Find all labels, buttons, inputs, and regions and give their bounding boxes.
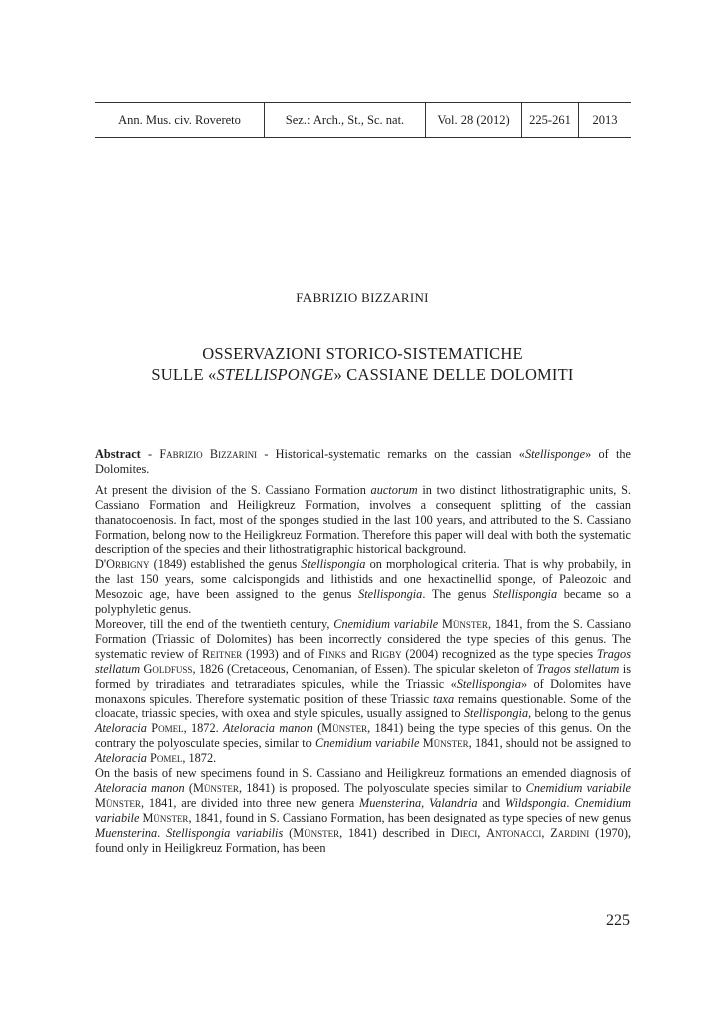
abstract-paragraph-2: D'Orbigny (1849) established the genus Stellispongia on morphological criteria. That is why probabily, in the last 150 years, some calcispongids and lithistids and one hexactinellid sponge, of Paleozoic and Mesozoic age, have been assigned to the genus Stellispongia. The genus Stellispongia became so a polyphyletic genus. [95, 557, 631, 617]
header-volume: Vol. 28 (2012) [426, 103, 522, 137]
abstract-heading: Abstract - Fabrizio Bizzarini - Historical-systematic remarks on the cassian «Stellisponge» of the Dolomites. [95, 447, 631, 476]
abstract-paragraph-4: On the basis of new specimens found in S. Cassiano and Heiligkreuz formations an emended diagnosis of Ateloracia manon (Münster, 1841) is proposed. The polyosculate species similar to Cnemidium variabile Münster, 1841, are divided into three new genera Muensterina, Valandria and Wildspongia. Cnemidium variabile Münster, 1841, found in S. Cassiano Formation, has been designated as type species of new genus Muensterina. Stellispongia variabilis (Münster, 1841) described in Dieci, Antonacci, Zardini (1970), found only in Heiligkreuz Formation, has been [95, 766, 632, 855]
paper-title [0, 343, 725, 385]
abstract-paragraph-3: Moreover, till the end of the twentieth century, Cnemidium variabile Münster, 1841, from the S. Cassiano Formation (Triassic of Dolomites) has been incorrectly considered the type species of this genus. The systematic review of Reitner (1993) and of Finks and Rigby (2004) recognized as the type species Tragos stellatum Goldfuss, 1826 (Cretaceous, Cenomanian, of Essen). The spicular skeleton of Tragos stellatum is formed by triradiates and tetraradiates spicules, while the Triassic «Stellispongia» of Dolomites have monaxons spicules. Therefore systematic position of these Triassic taxa remains questionable. Some of the cloacate, triassic species, with oxea and style spicules, usually assigned to Stellispongia, belong to the genus Ateloracia Pomel, 1872. Ateloracia manon (Münster, 1841) being the type species of this genus. On the contrary the polyosculate species, similar to Cnemidium variabile Münster, 1841, should not be assigned to Ateloracia Pomel, 1872. [95, 616, 632, 766]
header-pages: 225-261 [522, 103, 579, 137]
title-line-1: OSSERVAZIONI STORICO-SISTEMATICHE [202, 344, 523, 363]
journal-header-table [95, 102, 631, 138]
page-number: 225 [606, 912, 630, 929]
header-year: 2013 [592, 112, 618, 127]
abstract [95, 447, 631, 855]
author-name: FABRIZIO BIZZARINI [296, 290, 429, 305]
abstract-paragraph-1: At present the division of the S. Cassiano Formation auctorum in two distinct lithostratigraphic units, S. Cassiano Formation and Heiligkreuz Formation, involves a consequent splitting of the cassian thanatocoenosis. In fact, most of the sponges studied in the last 100 years, and attributed to the S. Cassiano Formation, belong now to the Heiligkreuz Formation. Therefore this paper will deal with both the systematic description of the species and their lithostratigraphic historical background. [95, 482, 631, 557]
title-line-2: SULLE «STELLISPONGE» CASSIANE DELLE DOLOMITI [151, 365, 574, 384]
header-journal: Ann. Mus. civ. Rovereto [95, 103, 265, 137]
header-section: Sez.: Arch., St., Sc. nat. [265, 103, 426, 137]
